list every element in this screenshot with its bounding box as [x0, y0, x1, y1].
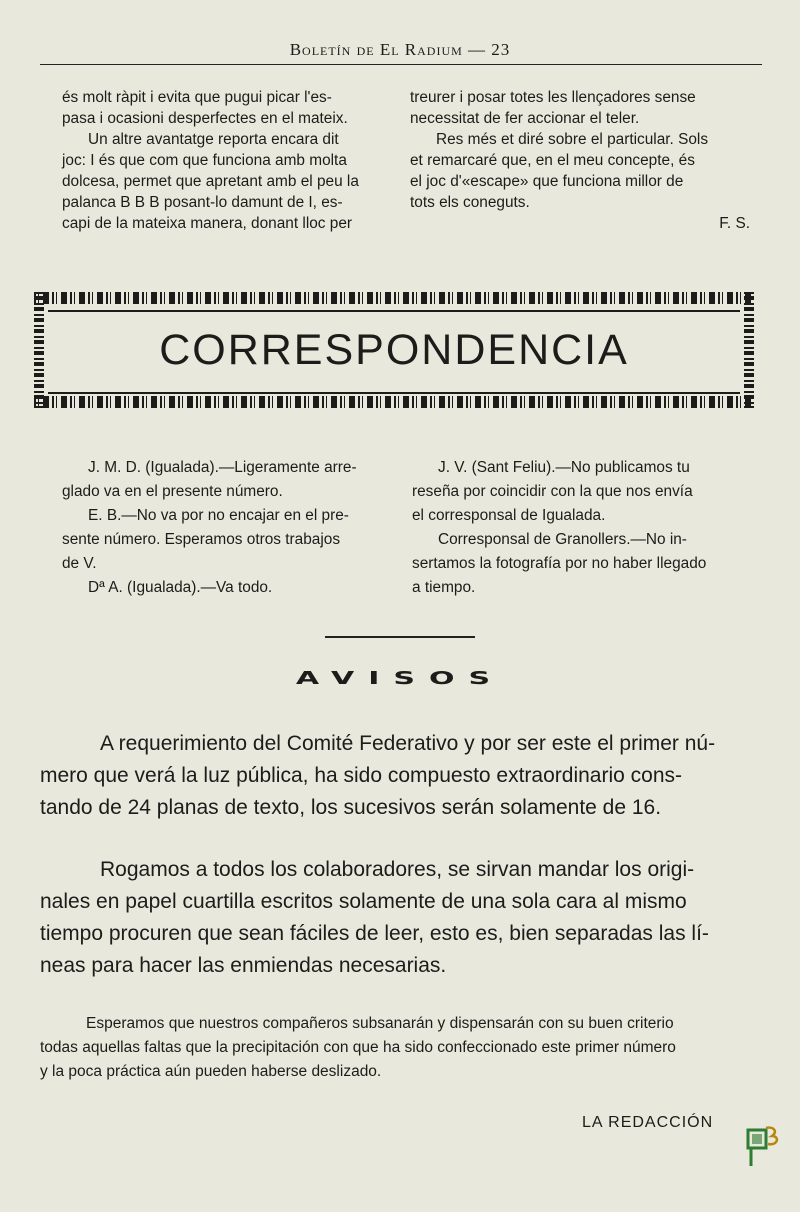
banner-bottom-ornament [34, 396, 754, 408]
text-line: treurer i posar totes les llençadores sense [410, 89, 696, 106]
text-line: et remarcaré que, en el meu concepte, és [410, 152, 695, 169]
text-line: J. M. D. (Igualada).—Ligeramente arre- [88, 459, 357, 476]
text-line: Corresponsal de Granollers.—No in- [438, 531, 687, 548]
text-line: sertamos la fotografía por no haber llegado [412, 555, 707, 572]
text-line: neas para hacer las enmiendas necesarias. [40, 954, 447, 977]
running-head: Boletín de El Radium — 23 [289, 40, 511, 59]
avisos-paragraph-2 [40, 854, 758, 982]
text-line: a tiempo. [412, 579, 476, 596]
text-line: palanca B B B posant-lo damunt de I, es- [62, 194, 343, 211]
text-line: y la poca práctica aún pueden haberse deslizado. [40, 1063, 382, 1080]
banner-top-ornament [34, 292, 754, 304]
text-line: A requerimiento del Comité Federativo y por ser este el primer nú- [100, 732, 716, 755]
avisos-paragraph-1 [40, 728, 758, 824]
avisos-paragraph-3 [40, 1012, 758, 1084]
text-line: tots els coneguts. [410, 194, 530, 211]
text-line: joc: I és que com que funciona amb molta [62, 152, 347, 169]
section-divider [325, 636, 475, 638]
text-line: Res més et diré sobre el particular. Sols [436, 131, 709, 148]
text-line: Dª A. (Igualada).—Va todo. [88, 579, 273, 596]
correspondencia-left-column [62, 456, 368, 600]
signature-la-redaccion: LA REDACCIÓN [582, 1114, 714, 1131]
section-title-avisos: AVISOS [295, 668, 505, 689]
text-line: necessitat de fer accionar el teler. [410, 110, 640, 127]
text-line: tando de 24 planas de texto, los sucesivos serán solamente de 16. [40, 796, 662, 819]
text-line: nales en papel cuartilla escritos solamente de una sola cara al mismo [40, 890, 687, 913]
text-line: reseña por coincidir con la que nos envía [412, 483, 693, 500]
top-right-column [410, 87, 750, 234]
text-line: tiempo procuren que sean fáciles de leer, esto es, bien separadas las lí- [40, 922, 709, 945]
header-rule [40, 64, 762, 65]
text-line: Un altre avantatge reporta encara dit [88, 131, 339, 148]
text-line: el corresponsal de Igualada. [412, 507, 606, 524]
text-line: sente número. Esperamos otros trabajos [62, 531, 341, 548]
text-line: J. V. (Sant Feliu).—No publicamos tu [438, 459, 690, 476]
text-line: capi de la mateixa manera, donant lloc per [62, 215, 353, 232]
signature-fs: F. S. [719, 215, 750, 232]
text-line: glado va en el presente número. [62, 483, 283, 500]
section-title-correspondencia: CORRESPONDENCIA [159, 326, 629, 374]
text-line: el joc d'«escape» que funciona millor de [410, 173, 684, 190]
text-line: E. B.—No va por no encajar en el pre- [88, 507, 349, 524]
text-line: és molt ràpit i evita que pugui picar l'es- [62, 89, 332, 106]
text-line: dolcesa, permet que apretant amb el peu la [62, 173, 359, 190]
text-line: de V. [62, 555, 97, 572]
correspondencia-banner [34, 292, 754, 408]
library-stamp-icon [742, 1124, 782, 1168]
text-line: Esperamos que nuestros compañeros subsanarán y dispensarán con su buen criterio [86, 1015, 674, 1032]
text-line: pasa i ocasioni desperfectes en el mateix. [62, 110, 348, 127]
text-line: mero que verá la luz pública, ha sido compuesto extraordinario cons- [40, 764, 683, 787]
text-line: Rogamos a todos los colaboradores, se sirvan mandar los origi- [100, 858, 695, 881]
text-line: todas aquellas faltas que la precipitación con que ha sido confeccionado este primer número [40, 1039, 676, 1056]
top-left-column [62, 87, 364, 234]
correspondencia-right-column [412, 456, 754, 600]
